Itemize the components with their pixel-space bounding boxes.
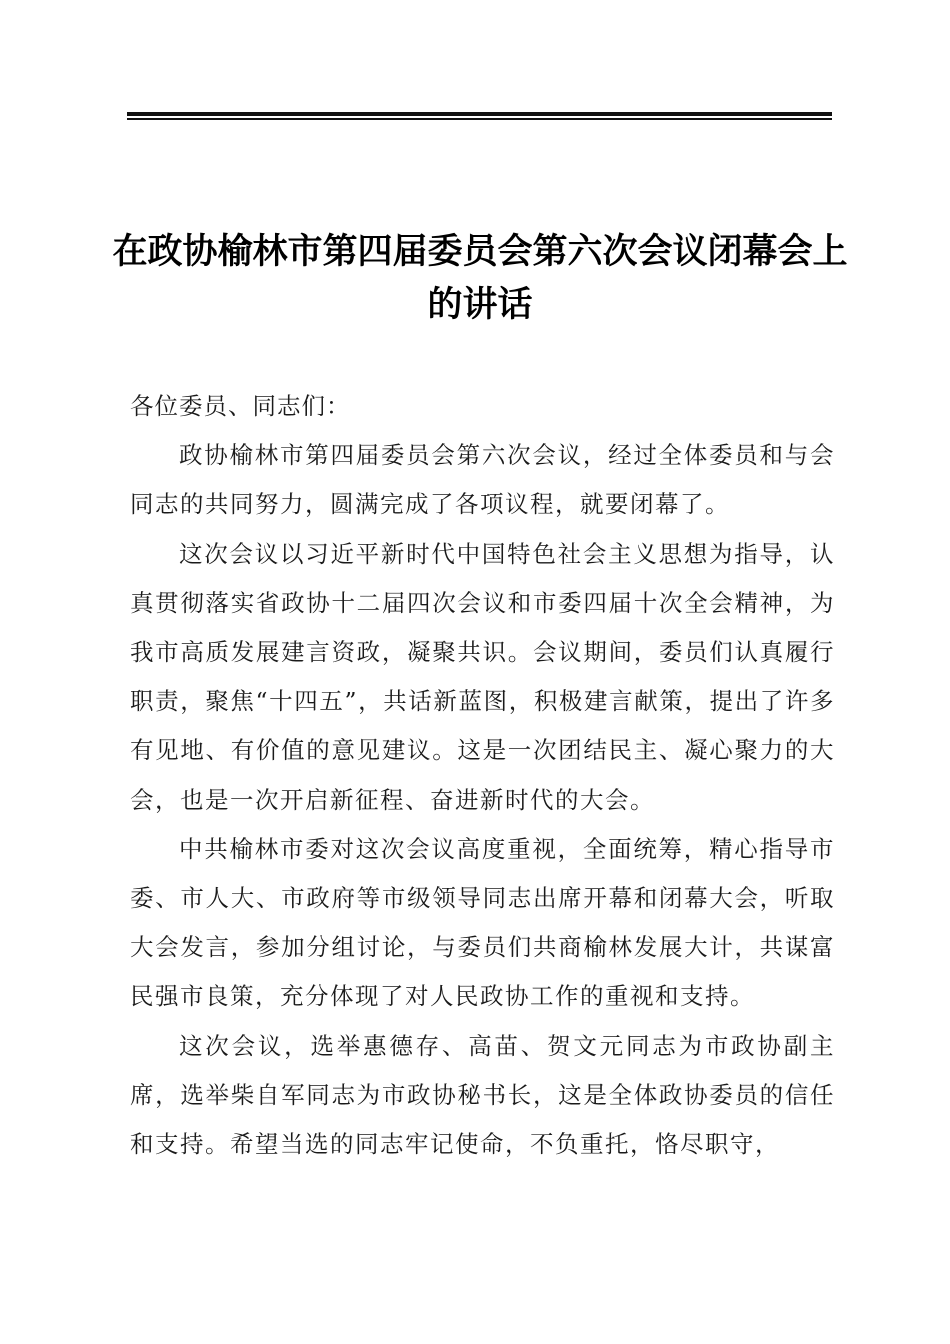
document-title: 在政协榆林市第四届委员会第六次会议闭幕会上的讲话 — [112, 232, 848, 325]
paragraph-3: 中共榆林市委对这次会议高度重视，全面统筹，精心指导市委、市人大、市政府等市级领导同志出席开幕和闭幕大会，听取大会发言，参加分组讨论，与委员们共商榆林发展大计，共谋富民强市良策，充分体现了对人民政协工作的重视和支持。 — [130, 834, 835, 1011]
paragraph-1: 政协榆林市第四届委员会第六次会议，经过全体委员和与会同志的共同努力，圆满完成了各项议程，就要闭幕了。 — [130, 441, 835, 519]
header-rule-thick — [127, 112, 832, 116]
salutation: 各位委员、同志们： — [130, 392, 351, 420]
paragraph-4: 这次会议，选举惠德存、高苗、贺文元同志为市政协副主席，选举柴自军同志为市政协秘书长，这是全体政协委员的信任和支持。希望当选的同志牢记使命，不负重托，恪尽职守， — [130, 1031, 835, 1159]
paragraph-2: 这次会议以习近平新时代中国特色社会主义思想为指导，认真贯彻落实省政协十二届四次会议和市委四届十次全会精神，为我市高质发展建言资政，凝聚共识。会议期间，委员们认真履行职责，聚焦“十四五”，共话新蓝图，积极建言献策，提出了许多有见地、有价值的意见建议。这是一次团结民主、凝心聚力的大会，也是一次开启新征程、奋进新时代的大会。 — [130, 539, 835, 814]
header-rule-thin — [127, 118, 832, 120]
document-body — [130, 382, 835, 1169]
